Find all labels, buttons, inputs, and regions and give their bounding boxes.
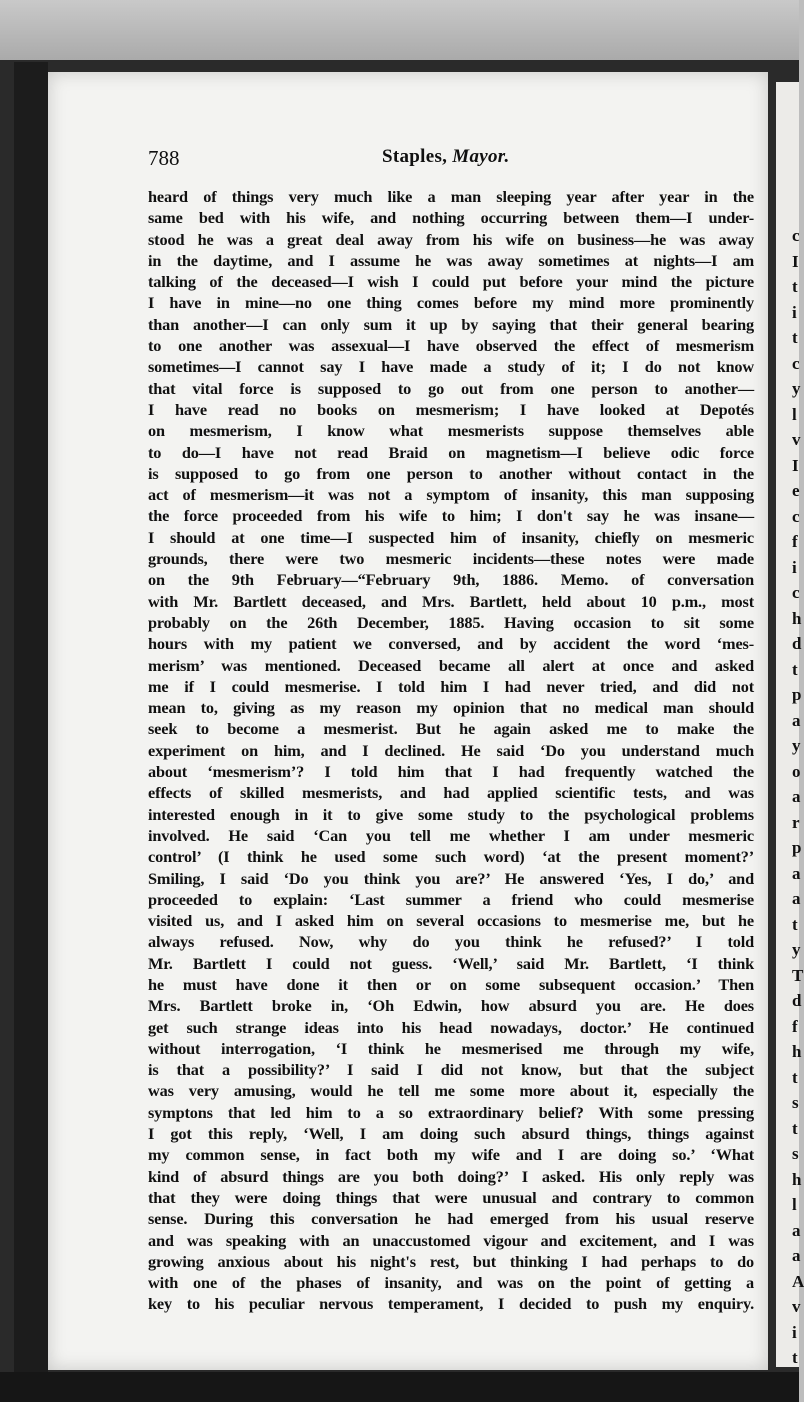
text-line: with one of the phases of insanity, and was on the point of getting a <box>148 1273 754 1293</box>
facing-page-letter: t <box>792 1118 798 1138</box>
text-line: probably on the 26th December, 1885. Having occasion to sit some <box>148 612 754 632</box>
text-line: interested enough in it to give some study to the psychological problems <box>148 804 754 824</box>
body-text <box>148 186 754 1315</box>
running-head-name: Staples, <box>382 146 448 167</box>
text-line: without interrogation, ‘I think he mesmerised me through my wife, <box>148 1038 754 1058</box>
facing-page-letter: e <box>792 481 800 500</box>
facing-page-letter: I <box>792 455 799 475</box>
facing-page-letter: t <box>792 1348 798 1367</box>
facing-page-edge <box>776 82 804 1367</box>
text-line: and was speaking with an unaccustomed vigour and excitement, and I was <box>148 1230 754 1250</box>
running-head-title: Mayor. <box>452 146 510 167</box>
text-line: control’ (I think he used some such word) ‘at the present moment?’ <box>148 847 754 867</box>
facing-page-letter: t <box>792 328 798 347</box>
text-line: I should at one time—I suspected him of insanity, chiefly on mesmeric <box>148 527 754 547</box>
facing-page-letter: a <box>792 710 801 730</box>
text-line: sometimes—I cannot say I have made a study of it; I do not know <box>148 357 754 377</box>
facing-page-letter: s <box>792 1144 799 1163</box>
page-number: 788 <box>148 146 180 170</box>
facing-page-letter: i <box>792 557 797 577</box>
facing-page-letter: y <box>792 736 801 755</box>
facing-page-letter: i <box>792 302 797 322</box>
text-line: was very amusing, would he tell me some more about it, especially the <box>148 1081 754 1101</box>
text-line: kind of absurd things are you both doing?’ I asked. His only reply was <box>148 1166 754 1186</box>
facing-page-letter: A <box>792 1271 804 1291</box>
text-line: get such strange ideas into his head nowadays, doctor.’ He continued <box>148 1017 754 1037</box>
text-line: is supposed to go from one person to another without contact in the <box>148 463 754 483</box>
text-line: on mesmerism, I know what mesmerists suppose themselves able <box>148 421 754 441</box>
facing-page-letter: h <box>792 1042 802 1061</box>
facing-page-letter: h <box>792 1169 802 1189</box>
text-line: to one another was assexual—I have observed the effect of mesmerism <box>148 336 754 356</box>
text-line: that vital force is supposed to go out from one person to another— <box>148 378 754 398</box>
text-line: symptons that led him to a so extraordinary belief? With some pressing <box>148 1102 754 1122</box>
text-line: experiment on him, and I declined. He said ‘Do you understand much <box>148 740 754 760</box>
text-line: to do—I have not read Braid on magnetism—I believe odic force <box>148 442 754 462</box>
text-line: key to his peculiar nervous temperament, I decided to push my enquiry. <box>148 1294 754 1314</box>
facing-page-letter: a <box>792 1220 801 1240</box>
facing-page-letter: c <box>792 353 800 373</box>
text-line: that they were doing things that were unusual and contrary to common <box>148 1187 754 1207</box>
facing-page-letter: t <box>792 914 798 934</box>
facing-page-letter: r <box>792 812 800 832</box>
facing-page-letter: l <box>792 404 797 424</box>
facing-page-letter: a <box>792 863 801 883</box>
text-line: the force proceeded from his wife to him; I don't say he was insane— <box>148 506 754 526</box>
facing-page-letter: I <box>792 251 799 271</box>
text-line: with Mr. Bartlett deceased, and Mrs. Bartlett, held about 10 p.m., most <box>148 591 754 611</box>
text-line: Mr. Bartlett I could not guess. ‘Well,’ said Mr. Bartlett, ‘I think <box>148 953 754 973</box>
text-line: stood he was a great deal away from his wife on business—he was away <box>148 229 754 249</box>
scan-top-strip <box>0 0 799 62</box>
facing-page-letter: f <box>792 1016 798 1036</box>
text-line: me if I could mesmerise. I told him I had never tried, and did not <box>148 676 754 696</box>
text-line: sense. During this conversation he had emerged from his usual reserve <box>148 1209 754 1229</box>
facing-page-letter: i <box>792 1322 797 1342</box>
text-line: in the daytime, and I assume he was away sometimes at nights—I am <box>148 250 754 270</box>
facing-page-letter: o <box>792 761 801 781</box>
text-line: visited us, and I asked him on several occasions to mesmerise me, but he <box>148 911 754 931</box>
facing-page-letter: c <box>792 583 800 602</box>
text-line: act of mesmerism—it was not a symptom of insanity, this man supposing <box>148 485 754 505</box>
facing-page-letter: y <box>792 379 801 398</box>
text-line: mean to, giving as my reason my opinion that no medical man should <box>148 698 754 718</box>
page-header <box>148 146 754 172</box>
facing-page-letter: p <box>792 685 802 704</box>
facing-page-letter: d <box>792 991 802 1010</box>
facing-page-letter: t <box>792 277 798 296</box>
facing-page-letter: t <box>792 1067 798 1087</box>
text-line: heard of things very much like a man sleeping year after year in the <box>148 187 754 206</box>
facing-page-letter: a <box>792 1246 801 1265</box>
facing-page-letter: f <box>792 532 798 551</box>
text-line: about ‘mesmerism’? I told him that I had frequently watched the <box>148 762 754 782</box>
facing-page-letter: y <box>792 940 801 959</box>
text-line: proceeded to explain: ‘Last summer a friend who could mesmerise <box>148 889 754 909</box>
book-bottom-edge <box>0 1372 799 1402</box>
facing-page-letter: v <box>792 430 801 449</box>
facing-page-letter: a <box>792 889 801 908</box>
facing-page-letter: a <box>792 787 801 806</box>
text-line: my common sense, in fact both my wife and I are doing so.’ ‘What <box>148 1145 754 1165</box>
text-line: same bed with his wife, and nothing occurring between them—I under- <box>148 208 754 228</box>
text-line: he must have done it then or on some subsequent occasion.’ Then <box>148 974 754 994</box>
text-line: talking of the deceased—I wish I could put before your mind the picture <box>148 272 754 292</box>
text-line: Mrs. Bartlett broke in, ‘Oh Edwin, how absurd you are. He does <box>148 996 754 1016</box>
facing-page-letter: l <box>792 1195 797 1214</box>
book-left-edge <box>14 62 48 1382</box>
text-line: Smiling, I said ‘Do you think you are?’ He answered ‘Yes, I do,’ and <box>148 868 754 888</box>
text-line: seek to become a mesmerist. But he again asked me to make the <box>148 719 754 739</box>
text-line: hours with my patient we conversed, and by accident the word ‘mes- <box>148 634 754 654</box>
facing-page-letter: v <box>792 1297 801 1316</box>
facing-page-letter: d <box>792 634 802 653</box>
text-line: merism’ was mentioned. Deceased became all alert at once and asked <box>148 655 754 675</box>
running-head <box>382 146 510 168</box>
text-line: effects of skilled mesmerists, and had applied scientific tests, and was <box>148 783 754 803</box>
text-line: I have in mine—no one thing comes before my mind more prominently <box>148 293 754 313</box>
text-line: on the 9th February—“February 9th, 1886. Memo. of conversation <box>148 570 754 590</box>
facing-page-letter: s <box>792 1093 799 1112</box>
facing-page-letter: c <box>792 506 800 526</box>
text-line: than another—I can only sum it up by saying that their general bearing <box>148 314 754 334</box>
text-line: grounds, there were two mesmeric incidents—these notes were made <box>148 549 754 569</box>
facing-page-letter: h <box>792 608 802 628</box>
facing-page-letter: c <box>792 226 800 245</box>
text-line: involved. He said ‘Can you tell me whether I am under mesmeric <box>148 825 754 845</box>
text-line: I got this reply, ‘Well, I am doing such absurd things, things against <box>148 1124 754 1144</box>
text-line: is that a possibility?’ I said I did not know, but that the subject <box>148 1060 754 1080</box>
text-line: growing anxious about his night's rest, but thinking I had perhaps to do <box>148 1251 754 1271</box>
facing-page-letter: t <box>792 659 798 679</box>
text-line: I have read no books on mesmerism; I have looked at Depotés <box>148 399 754 419</box>
facing-page-letter: p <box>792 838 802 857</box>
facing-page-letter: T <box>792 965 804 985</box>
text-line: always refused. Now, why do you think he refused?’ I told <box>148 932 754 952</box>
